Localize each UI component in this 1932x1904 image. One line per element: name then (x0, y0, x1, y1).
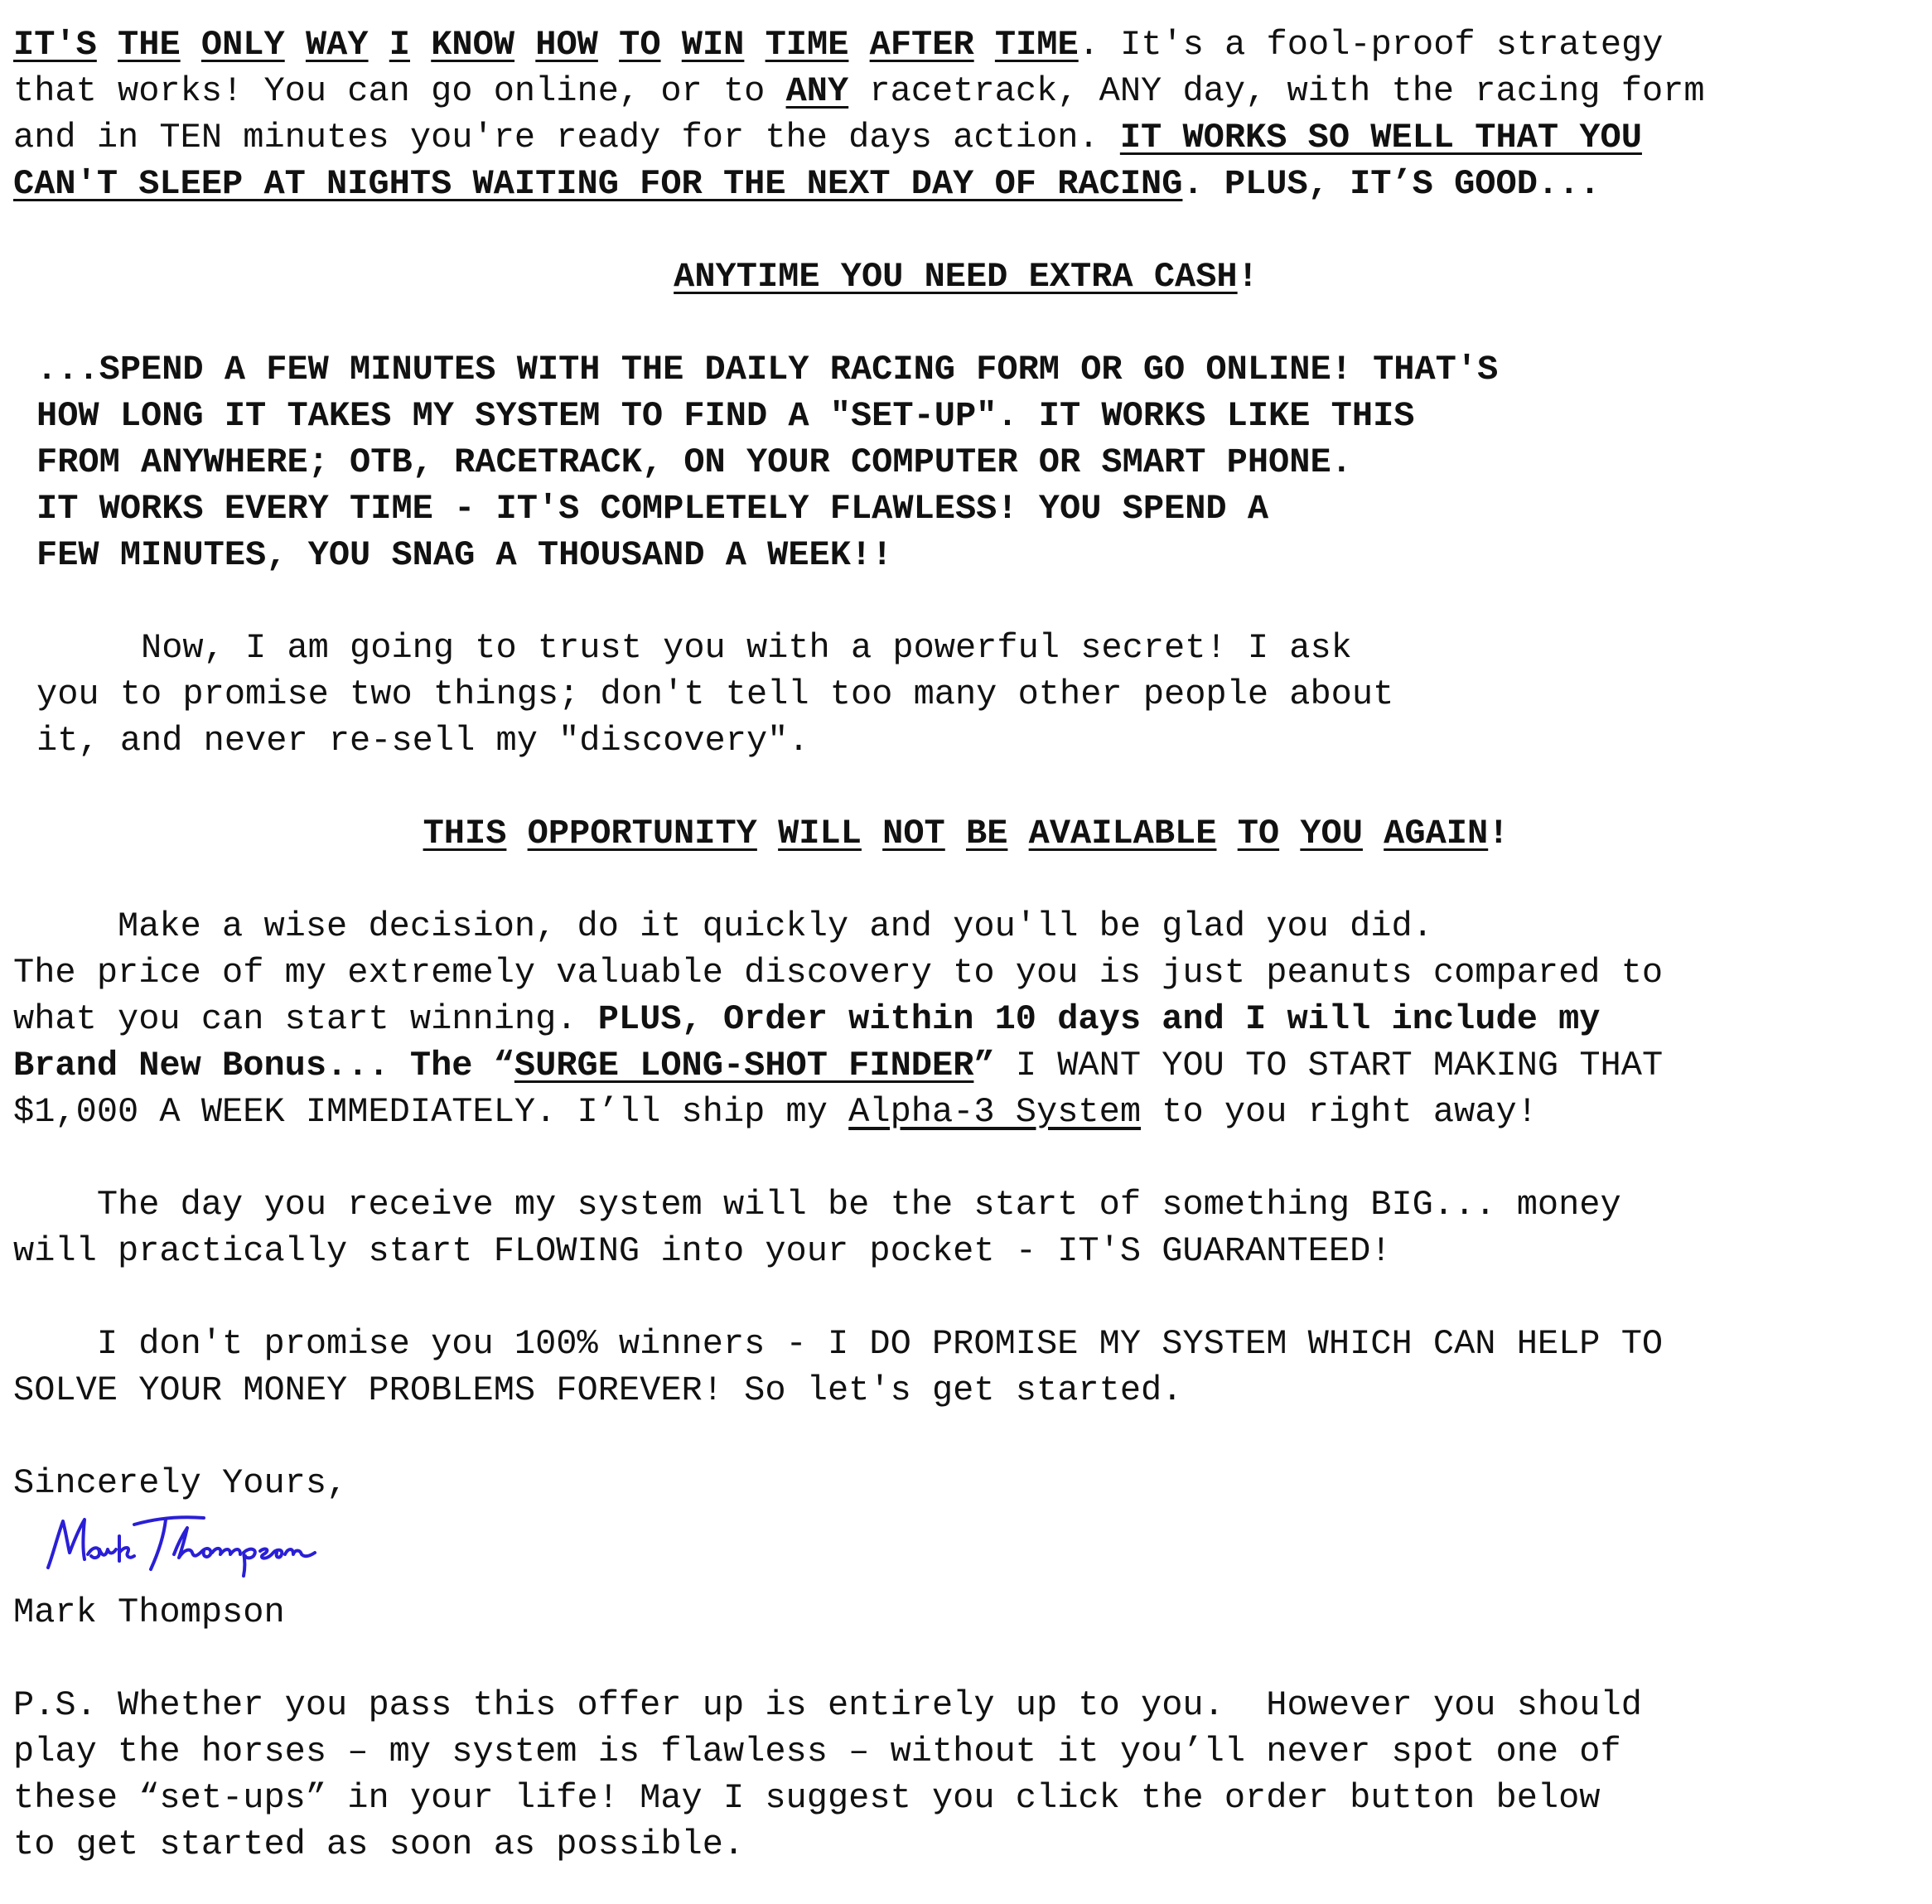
head-word: IT'S (13, 25, 97, 65)
head-word: HOW (535, 25, 598, 65)
bonus-name: SURGE LONG-SHOT FINDER (514, 1046, 974, 1085)
heading-tail: ! (1237, 257, 1258, 297)
head-word: TO (619, 25, 661, 65)
p3-line: you to promise two things; don't tell too many other people about (36, 674, 1394, 714)
ps-line: play the horses – my system is flawless – without it you’ll never spot one of (13, 1732, 1621, 1771)
p4-line3 (13, 996, 1919, 1042)
text-run: what you can start winning. (13, 999, 598, 1039)
closing: Sincerely Yours, (13, 1463, 348, 1503)
sales-letter (13, 22, 1919, 1868)
heading-tail: ! (1488, 814, 1509, 853)
heading-word: BE (965, 814, 1008, 853)
heading-word: YOU (1300, 814, 1363, 853)
bonus-offer: Brand New Bonus... The “ (13, 1046, 514, 1085)
heading-word: OPPORTUNITY (527, 814, 757, 853)
heading-text: ANYTIME YOU NEED EXTRA CASH (674, 257, 1238, 297)
p2-line: HOW LONG IT TAKES MY SYSTEM TO FIND A "SET-UP". IT WORKS LIKE THIS (36, 396, 1415, 436)
p1-line4 (13, 161, 1919, 207)
p5-line: The day you receive my system will be the start of something BIG... money (13, 1185, 1621, 1225)
p4-line5 (13, 1089, 1919, 1135)
p2-line: IT WORKS EVERY TIME - IT'S COMPLETELY FLAWLESS! YOU SPEND A (36, 489, 1269, 529)
spacer (13, 1135, 1919, 1182)
emphasis-run: IT WORKS SO WELL THAT YOU (1119, 118, 1642, 157)
p1-line1 (13, 22, 1919, 68)
system-name: Alpha-3 System (848, 1092, 1142, 1132)
text-run: racetrack, ANY day, with the racing form (848, 71, 1705, 111)
spacer (13, 1274, 1919, 1321)
p1-line1-tail: . It's a fool-proof strategy (1078, 25, 1664, 65)
head-word: AFTER (869, 25, 974, 65)
bonus-offer: PLUS, Order within 10 days and I will include my (597, 999, 1601, 1039)
text-run: to you right away! (1141, 1092, 1538, 1132)
heading-word: AVAILABLE (1028, 814, 1217, 853)
p4-line1: Make a wise decision, do it quickly and you'll be glad you did. (13, 906, 1433, 946)
emphasis-run: CAN'T SLEEP AT NIGHTS WAITING FOR THE NEXT DAY OF RACING (13, 164, 1183, 204)
ps-line: these “set-ups” in your life! May I suggest you click the order button below (13, 1778, 1601, 1818)
p2-line: ...SPEND A FEW MINUTES WITH THE DAILY RACING FORM OR GO ONLINE! THAT'S (36, 350, 1499, 389)
text-run: and in TEN minutes you're ready for the days action. (13, 118, 1120, 157)
p2-line: FROM ANYWHERE; OTB, RACETRACK, ON YOUR COMPUTER OR SMART PHONE. (36, 442, 1352, 482)
p1-line2 (13, 68, 1919, 114)
text-run: I WANT YOU TO START MAKING THAT (994, 1046, 1664, 1085)
text-run: . PLUS, IT’S GOOD... (1182, 164, 1601, 204)
spacer (13, 764, 1919, 810)
signature-icon (41, 1506, 323, 1581)
ps-line: to get started as soon as possible. (13, 1824, 745, 1864)
p6-line: I don't promise you 100% winners - I DO PROMISE MY SYSTEM WHICH CAN HELP TO (13, 1324, 1664, 1364)
head-word: TIME (994, 25, 1079, 65)
heading-word: AGAIN (1384, 814, 1489, 853)
spacer (13, 207, 1919, 254)
spacer (13, 857, 1919, 903)
ps-line: P.S. Whether you pass this offer up is entirely up to you. However you should (13, 1685, 1642, 1725)
p2-line: FEW MINUTES, YOU SNAG A THOUSAND A WEEK!! (36, 535, 893, 575)
spacer (13, 300, 1919, 346)
p1-line3 (13, 114, 1919, 161)
p4-line4 (13, 1042, 1919, 1089)
heading-opportunity (13, 810, 1919, 857)
heading-word: TO (1237, 814, 1280, 853)
handwritten-signature (13, 1506, 1919, 1589)
p5-line: will practically start FLOWING into your pocket - IT'S GUARANTEED! (13, 1231, 1392, 1271)
signer-name: Mark Thompson (13, 1592, 285, 1632)
heading-word: THIS (423, 814, 507, 853)
head-word: THE (118, 25, 181, 65)
p4-line2: The price of my extremely valuable discovery to you is just peanuts compared to (13, 953, 1664, 993)
any-emphasis: ANY (785, 71, 849, 111)
head-word: WAY (305, 25, 369, 65)
head-word: TIME (765, 25, 849, 65)
text-run: $1,000 A WEEK IMMEDIATELY. I’ll ship my (13, 1092, 849, 1132)
quote-close: ” (973, 1046, 995, 1085)
text-run: that works! You can go online, or to (13, 71, 786, 111)
p3-line: it, and never re-sell my "discovery". (36, 721, 809, 761)
head-word: WIN (681, 25, 745, 65)
head-word: I (389, 25, 410, 65)
spacer (13, 1636, 1919, 1682)
heading-extra-cash (13, 254, 1919, 300)
heading-word: NOT (882, 814, 945, 853)
p3-line: Now, I am going to trust you with a powerful secret! I ask (36, 628, 1352, 668)
head-word: KNOW (431, 25, 515, 65)
spacer (13, 578, 1919, 625)
p6-line: SOLVE YOUR MONEY PROBLEMS FOREVER! So let's get started. (13, 1370, 1183, 1410)
heading-word: WILL (778, 814, 862, 853)
spacer (13, 1414, 1919, 1460)
head-word: ONLY (200, 25, 285, 65)
